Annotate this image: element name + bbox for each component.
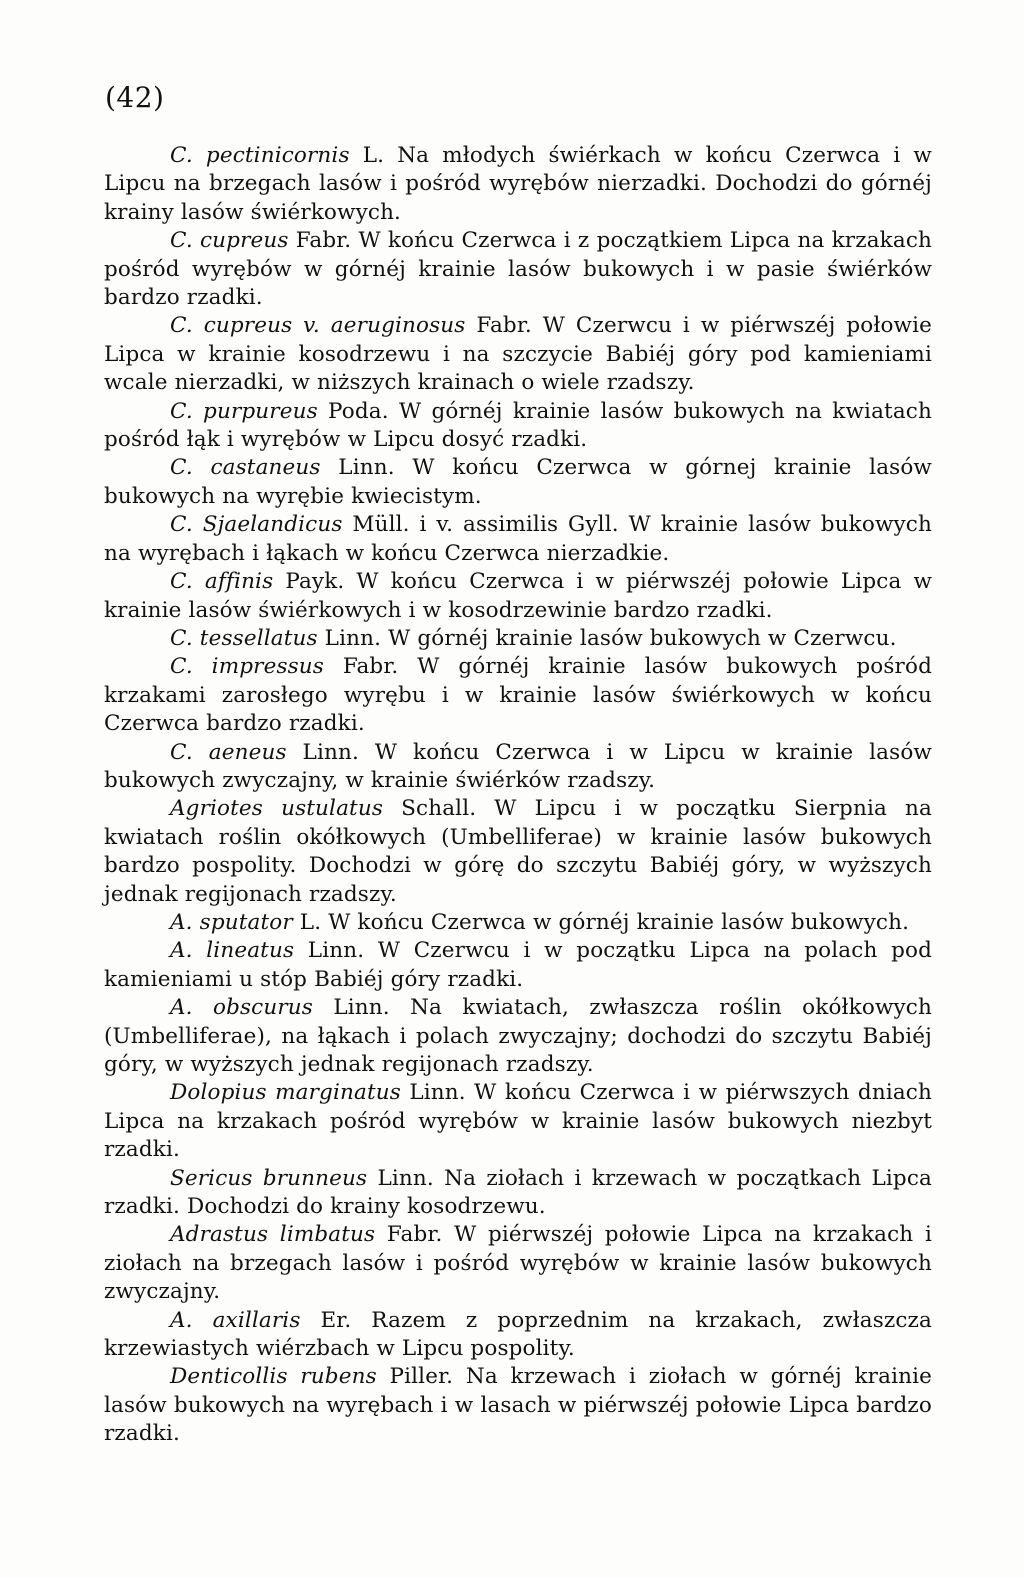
species-name: C. Sjaelandicus: [170, 512, 343, 538]
entry-paragraph: [104, 454, 932, 511]
entry-paragraph: [104, 398, 932, 455]
entry-paragraph: [104, 625, 932, 653]
entry-paragraph: [104, 994, 932, 1079]
entry-paragraph: [104, 739, 932, 796]
entry-paragraph: [104, 1079, 932, 1164]
entry-paragraph: [104, 1363, 932, 1448]
page-body: [104, 142, 932, 1449]
species-name: Sericus brunneus: [170, 1165, 368, 1191]
entry-text: Fabr. W Czerwcu i w piérwszéj połowie Lipca w krainie kosodrzewu i na szczycie Babiéj góry pod kamieniami wcale nierzadki, w niższych krainach o wiele rzadszy.: [104, 313, 932, 396]
entry-text: Piller. Na krzewach i ziołach w górnéj krainie lasów bukowych na wyrębach i w lasach w piérwszéj połowie Lipca bardzo rzadki.: [104, 1364, 932, 1447]
entry-text: Linn. W Czerwcu i w początku Lipca na polach pod kamieniami u stóp Babiéj góry rzadki.: [104, 938, 932, 992]
entry-text: Linn. W końcu Czerwca i w Lipcu w krainie lasów bukowych zwyczajny, w krainie świérków rzadszy.: [104, 739, 932, 793]
species-name: C. tessellatus: [170, 625, 318, 651]
entry-paragraph: [104, 312, 932, 397]
entry-text: Linn. Na ziołach i krzewach w początkach Lipca rzadki. Dochodzi do krainy kosodrzewu.: [104, 1165, 932, 1220]
entry-paragraph: [104, 1165, 932, 1222]
species-name: Denticollis rubens: [170, 1364, 377, 1390]
page-number: (42): [105, 81, 165, 114]
entry-paragraph: [104, 909, 932, 937]
entry-text: Linn. Na kwiatach, zwłaszcza roślin okółkowych (Umbelliferae), na łąkach i polach zwyczajny; dochodzi do szczytu Babiéj góry, w wyższych jednak regijonach rzadszy.: [104, 995, 932, 1077]
species-name: C. impressus: [170, 654, 324, 680]
entry-paragraph: [104, 653, 932, 738]
entry-paragraph: [104, 142, 932, 227]
species-name: C. castaneus: [170, 455, 321, 481]
species-name: C. cupreus: [170, 228, 289, 254]
species-name: C. cupreus v. aeruginosus: [170, 313, 466, 339]
species-name: Agriotes ustulatus: [170, 796, 384, 822]
entry-text: Fabr. W piérwszéj połowie Lipca na krzakach i ziołach na brzegach lasów i pośród wyrębów w krainie lasów bukowych zwyczajny.: [104, 1222, 932, 1305]
entry-paragraph: [104, 937, 932, 994]
species-name: Adrastus limbatus: [170, 1222, 376, 1248]
entry-text: L. Na młodych świérkach w końcu Czerwca i w Lipcu na brzegach lasów i pośród wyrębów nierzadki. Dochodzi do górnéj krainy lasów świérkowych.: [104, 143, 932, 225]
entry-paragraph: [104, 568, 932, 625]
species-name: A. obscurus: [170, 995, 313, 1021]
species-name: C. aeneus: [170, 739, 287, 765]
entry-paragraph: [104, 511, 932, 568]
entry-paragraph: [104, 1221, 932, 1306]
entry-text: Linn. W górnéj krainie lasów bukowych w Czerwcu.: [317, 625, 897, 651]
entry-text: Fabr. W górnéj krainie lasów bukowych pośród krzakami zarosłego wyrębu i w krainie lasów świérkowych w końcu Czerwca bardzo rzadki.: [104, 654, 932, 737]
species-name: Dolopius marginatus: [170, 1080, 401, 1106]
entry-text: Linn. W końcu Czerwca i w piérwszych dniach Lipca na krzakach pośród wyrębów w krainie lasów bukowych niezbyt rzadki.: [104, 1080, 932, 1163]
entry-text: L. W końcu Czerwca w górnéj krainie lasów bukowych.: [292, 909, 910, 935]
entry-text: Linn. W końcu Czerwca w górnej krainie lasów bukowych na wyrębie kwiecistym.: [104, 455, 932, 509]
entry-text: Poda. W górnéj krainie lasów bukowych na kwiatach pośród łąk i wyrębów w Lipcu dosyć rzadki.: [104, 398, 932, 453]
entry-text: Müll. i v. assimilis Gyll. W krainie lasów bukowych na wyrębach i łąkach w końcu Czerwca nierzadkie.: [104, 512, 932, 566]
entry-paragraph: [104, 795, 932, 909]
entry-paragraph: [104, 1307, 932, 1364]
species-name: A. sputator: [170, 909, 293, 935]
species-name: C. affinis: [170, 569, 274, 595]
species-name: C. purpureus: [170, 398, 318, 424]
entry-text: Er. Razem z poprzednim na krzakach, zwłaszcza krzewiastych wiérzbach w Lipcu pospolity.: [104, 1307, 933, 1362]
species-name: A. lineatus: [170, 938, 295, 964]
entry-text: Fabr. W końcu Czerwca i z początkiem Lipca na krzakach pośród wyrębów w górnéj krainie lasów bukowych i w pasie świérków bardzo rzadki.: [104, 228, 933, 311]
entry-text: Schall. W Lipcu i w początku Sierpnia na kwiatach roślin okółkowych (Umbelliferae) w krainie lasów bukowych bardzo pospolity. Dochodzi w górę do szczytu Babiéj góry, w wyższych jednak regijonach rzadszy.: [104, 796, 933, 907]
entry-paragraph: [104, 227, 932, 312]
species-name: C. pectinicornis: [170, 143, 350, 168]
entry-text: Payk. W końcu Czerwca i w piérwszéj połowie Lipca w krainie lasów świérkowych i w kosodrzewinie bardzo rzadki.: [104, 569, 933, 623]
species-name: A. axillaris: [170, 1307, 301, 1333]
